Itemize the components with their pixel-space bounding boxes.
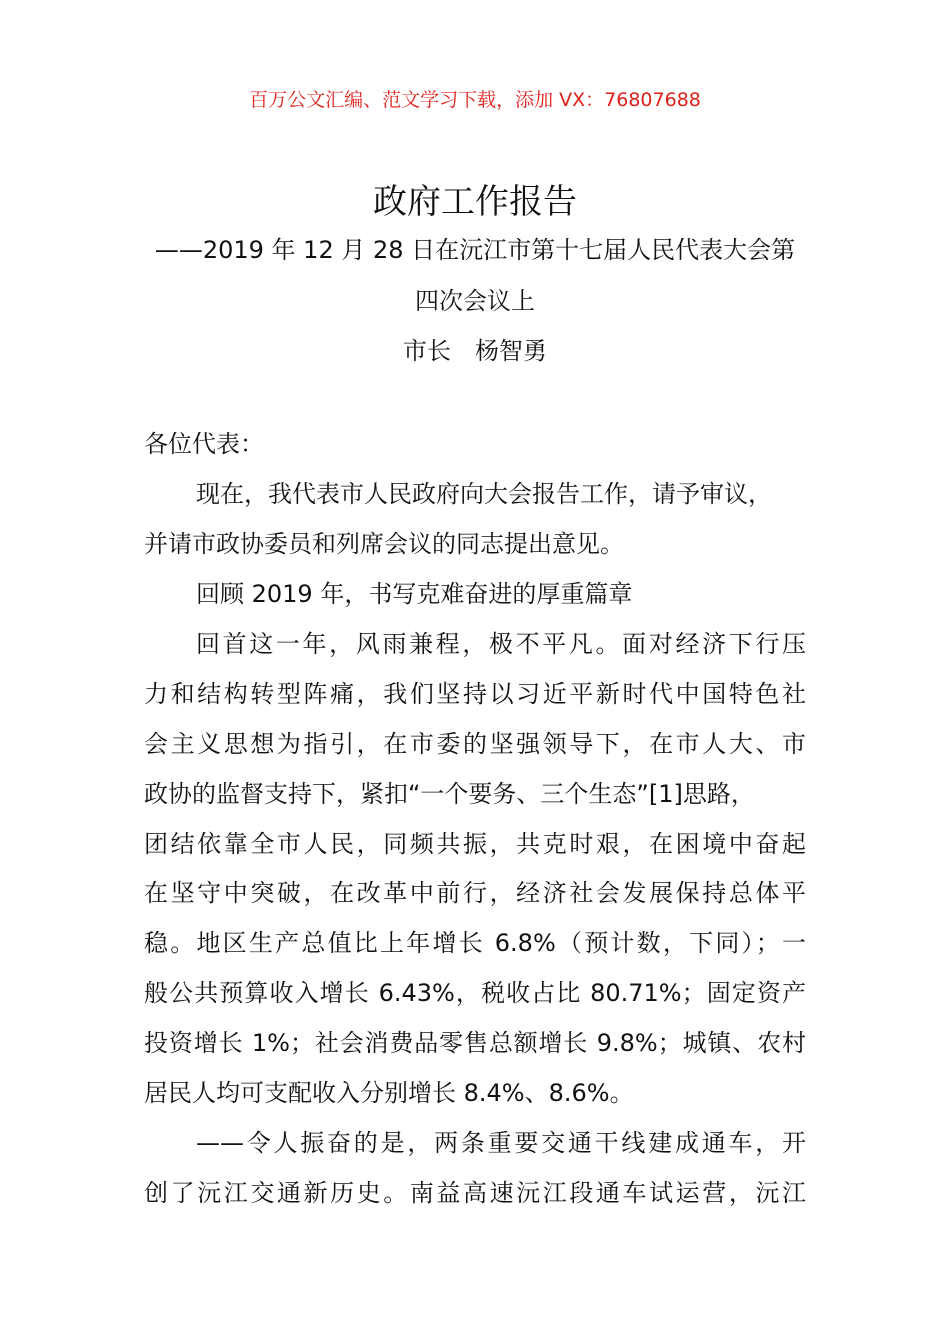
subtitle-line-2: 四次会议上: [415, 287, 535, 315]
body-line: 创了沅江交通新历史。南益高速沅江段通车试运营，沅江: [144, 1179, 806, 1207]
body-line: 在坚守中突破，在改革中前行，经济社会发展保持总体平: [144, 879, 806, 907]
body-line: 并请市政协委员和列席会议的同志提出意见。: [144, 530, 624, 558]
watermark-contact: 百万公文汇编、范文学习下载，添加 VX：76807688: [249, 89, 701, 111]
section-heading: 回顾 2019 年，书写克难奋进的厚重篇章: [196, 580, 633, 608]
page-title: 政府工作报告: [373, 182, 577, 222]
body-line: 投资增长 1%；社会消费品零售总额增长 9.8%；城镇、农村: [144, 1029, 806, 1057]
speaker: 市长 杨智勇: [403, 337, 547, 365]
body-line: 政协的监督支持下，紧扣“一个要务、三个生态”[1]思路，: [144, 780, 755, 808]
body-line: 力和结构转型阵痛，我们坚持以习近平新时代中国特色社: [144, 680, 806, 708]
body-line: 般公共预算收入增长 6.43%，税收占比 80.71%；固定资产: [144, 979, 806, 1007]
body-line: 回首这一年，风雨兼程，极不平凡。面对经济下行压: [196, 630, 806, 658]
body-line: 现在，我代表市人民政府向大会报告工作，请予审议，: [196, 480, 772, 508]
subtitle-line-1: ——2019 年 12 月 28 日在沅江市第十七届人民代表大会第: [154, 236, 796, 264]
body-line: 团结依靠全市人民，同频共振，共克时艰，在困境中奋起: [144, 830, 806, 858]
body-line: ——令人振奋的是，两条重要交通干线建成通车，开: [196, 1129, 806, 1157]
salutation: 各位代表：: [144, 430, 264, 458]
body-line: 会主义思想为指引，在市委的坚强领导下，在市人大、市: [144, 730, 806, 758]
body-line: 稳。地区生产总值比上年增长 6.8%（预计数，下同）；一: [144, 929, 806, 957]
body-line: 居民人均可支配收入分别增长 8.4%、8.6%。: [144, 1079, 634, 1107]
